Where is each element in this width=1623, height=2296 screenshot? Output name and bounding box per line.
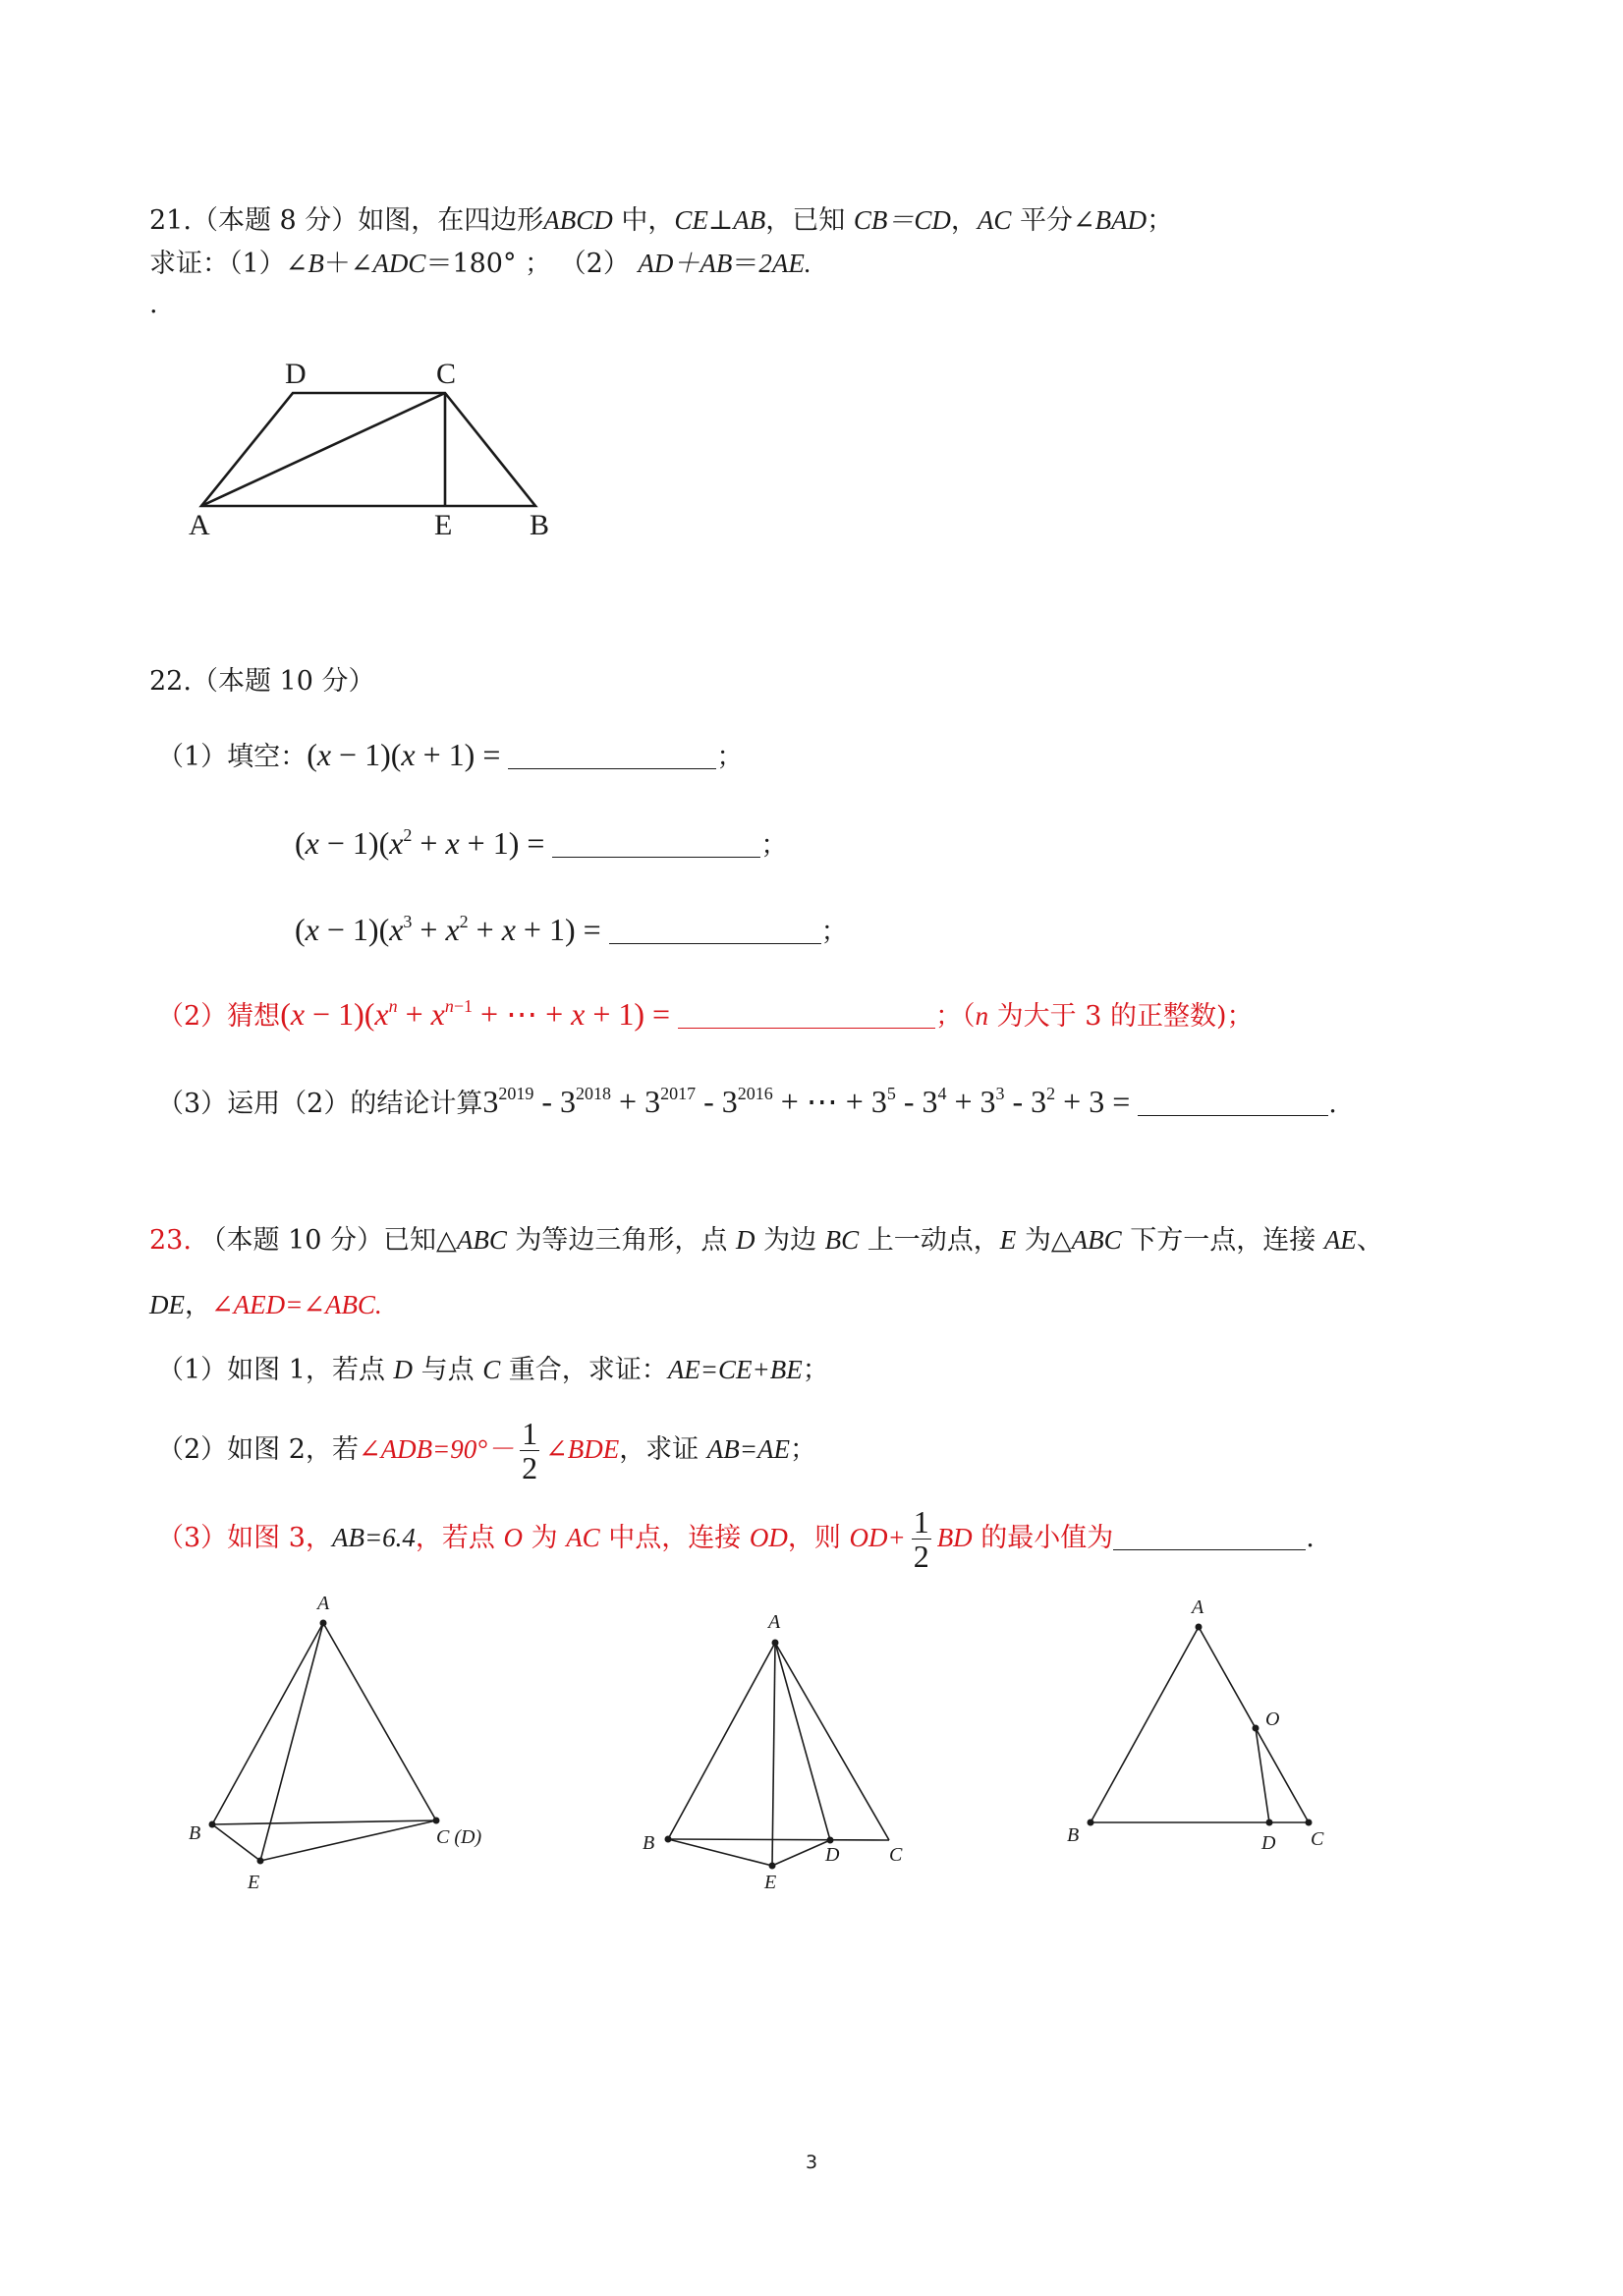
label-b: B xyxy=(530,509,550,541)
fig3-label-c: C xyxy=(1311,1828,1324,1850)
expr-3: $(x - 1)(x^3 + x^2 + x + 1)$ = xyxy=(295,912,609,947)
q23-line1: 23. （本题 10 分）已知△ABC 为等边三角形，点 D 为边 BC 上一动点，E 为△ABC 下方一点，连接 AE、 xyxy=(149,1225,1383,1256)
fig3-label-d: D xyxy=(1261,1832,1276,1854)
fig3-label-a: A xyxy=(1192,1596,1204,1618)
answer-blank-6[interactable] xyxy=(1113,1520,1306,1550)
fig3-label-b: B xyxy=(1067,1824,1080,1846)
fig1-label-a: A xyxy=(317,1593,330,1614)
q23-figure-2 xyxy=(629,1601,923,1906)
q23-part1: （1）如图 1，若点 D 与点 C 重合，求证：AE=CE+BE； xyxy=(157,1355,829,1385)
fraction-one-half: $\frac{1}{2}$ xyxy=(913,1504,929,1574)
fig2-label-a: A xyxy=(768,1611,781,1633)
q22-part1-line2: $(x - 1)(x^2 + x + 1)$ = ； xyxy=(295,825,788,861)
q21-figure xyxy=(177,344,589,550)
quadrilateral-abcd xyxy=(201,393,535,506)
page-number: 3 xyxy=(805,2152,818,2173)
fig2-label-d: D xyxy=(825,1844,840,1866)
expr-2: $(x - 1)(x^2 + x + 1)$ = xyxy=(295,825,553,861)
q22-heading: 22.（本题 10 分） xyxy=(149,666,375,697)
q22-part3: （3）运用（2）的结论计算$3^{2019} - 3^{2018} + 3^{2017} - 3^{2016}$ + ⋯ + $3^5 - 3^4 + 3^3 - 3^2 + 3$ = . xyxy=(157,1084,1337,1119)
q23-part3: （3）如图 3，AB=6.4，若点 O 为 AC 中点，连接 OD，则 OD+ $\frac{1}{2}$ BD 的最小值为 . xyxy=(157,1504,1315,1574)
fig2-label-c: C xyxy=(889,1844,903,1866)
q22-part1-line3: $(x - 1)(x^3 + x^2 + x + 1)$ = ； xyxy=(295,912,848,947)
label-a: A xyxy=(189,509,210,541)
expr-alternating-sum: $3^{2019} - 3^{2018} + 3^{2017} - 3^{2016}$ + ⋯ + $3^5 - 3^4 + 3^3 - 3^2 + 3$ = xyxy=(482,1084,1139,1119)
q22-part1-line1: （1）填空：(x − 1)(x + 1) = ； xyxy=(157,737,744,772)
fig2-label-e: E xyxy=(764,1872,777,1893)
answer-blank-5[interactable] xyxy=(1138,1086,1328,1116)
answer-blank-2[interactable] xyxy=(552,827,760,858)
fig2-label-b: B xyxy=(643,1832,655,1854)
q23-figure-1 xyxy=(177,1582,511,1906)
q21-line1: 21.（本题 8 分）如图，在四边形ABCD 中，CE⊥AB，已知 CB＝CD，AC 平分∠BAD； xyxy=(149,205,1174,236)
label-c: C xyxy=(436,358,457,390)
fig1-label-c-d: C (D) xyxy=(436,1826,482,1848)
label-e: E xyxy=(434,509,453,541)
fig3-label-o: O xyxy=(1265,1708,1280,1730)
fig1-label-e: E xyxy=(248,1872,260,1893)
q23-line2: DE，∠AED=∠ABC. xyxy=(149,1290,382,1320)
q23-figure-3 xyxy=(1051,1592,1346,1876)
answer-blank-3[interactable] xyxy=(609,914,821,944)
fraction-one-half: $\frac{1}{2}$ xyxy=(522,1416,538,1485)
label-d: D xyxy=(285,358,307,390)
q21-stray-dot: . xyxy=(149,289,158,319)
fig1-label-b: B xyxy=(189,1822,201,1844)
diagonal-ac xyxy=(201,393,445,506)
q21-line2: 求证：（1）∠B＋∠ADC＝180° ； （2） AD＋AB＝2AE. xyxy=(149,249,812,279)
answer-blank-1[interactable] xyxy=(508,739,716,769)
q23-part2: （2）如图 2，若∠ADB=90°－ $\frac{1}{2}$ ∠BDE，求证 AB=AE； xyxy=(157,1416,816,1485)
expr-conjecture: $(x - 1)(x^n + x^{n-1}$ + ⋯ + x + 1) = xyxy=(280,996,679,1032)
expr-1: (x − 1)(x + 1) = xyxy=(307,737,509,772)
q22-part2: （2）猜想$(x - 1)(x^n + x^{n-1}$ + ⋯ + x + 1) = ；（n 为大于 3 的正整数)； xyxy=(157,996,1254,1032)
answer-blank-4[interactable] xyxy=(678,998,935,1029)
